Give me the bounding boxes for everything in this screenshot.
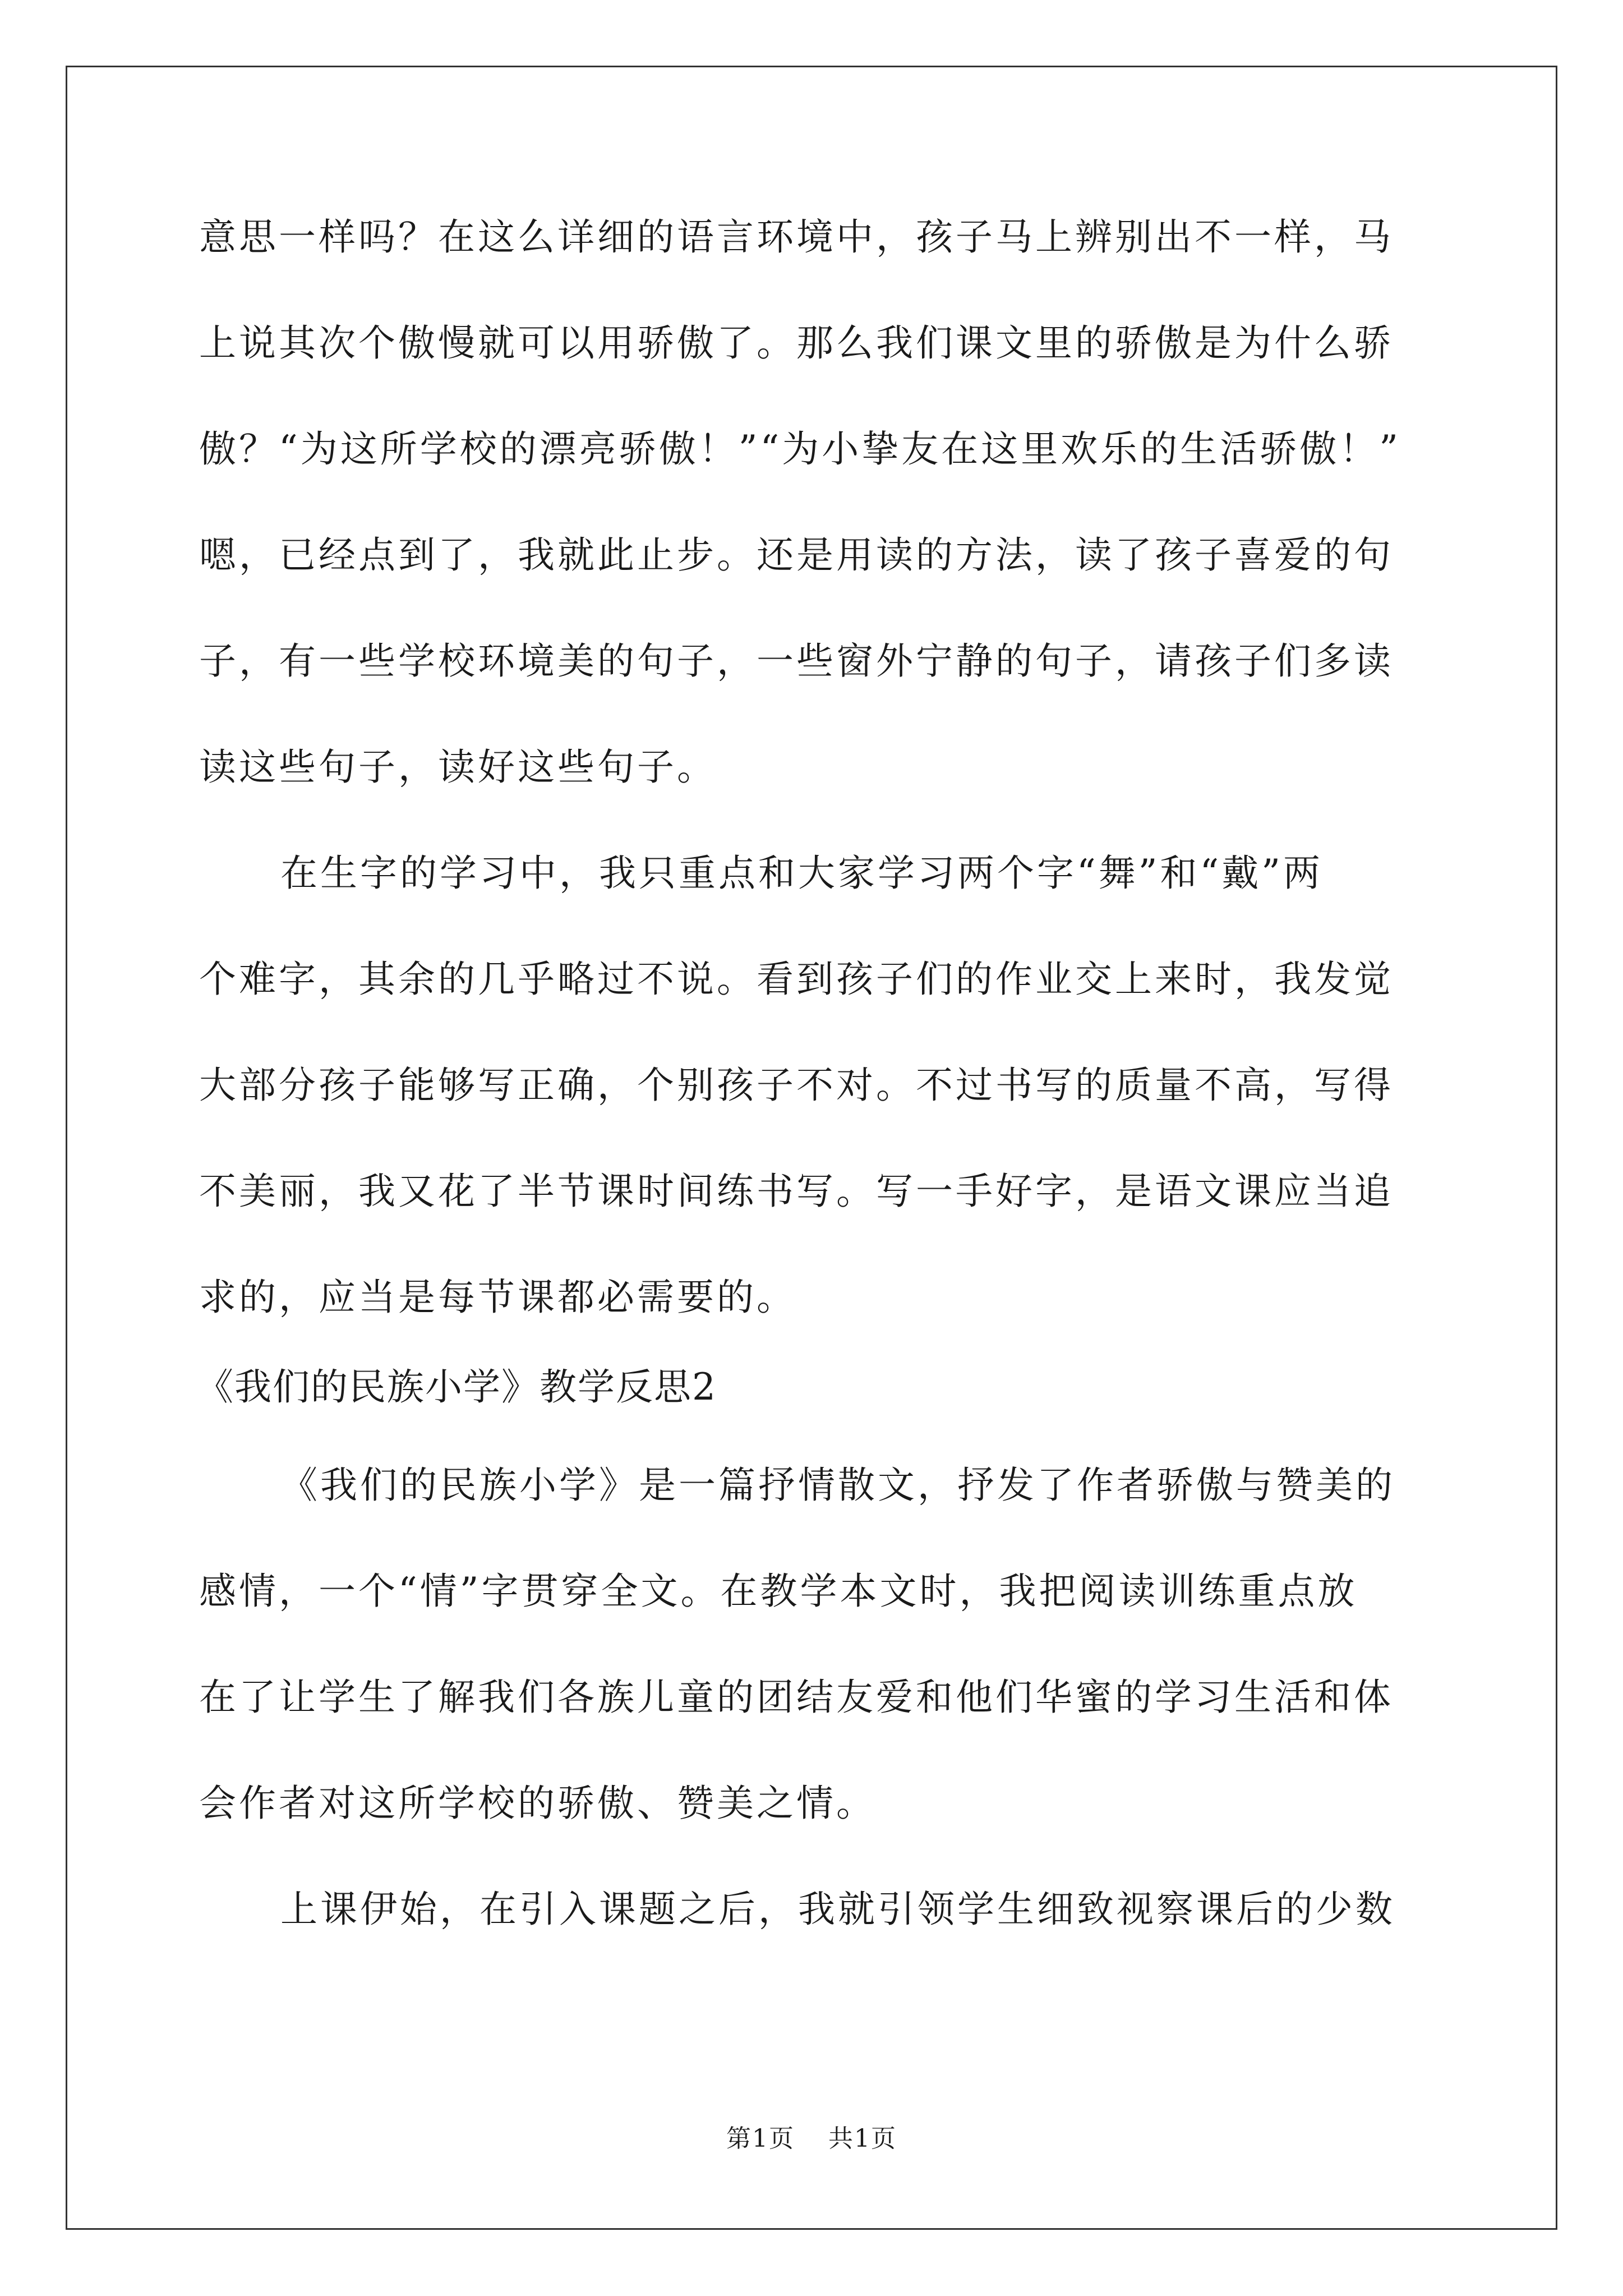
text-line: 会作者对这所学校的骄傲、赞美之情。 — [199, 1782, 876, 1825]
paragraph-start-line: 上课伊始，在引入课题之后，我就引领学生细致视察课后的少数 — [280, 1888, 1395, 1931]
text-line: 意思一样吗？在这么详细的语言环境中，孩子马上辨别出不一样，马 — [199, 215, 1394, 259]
section-heading: 《我们的民族小学》教学反思2 — [196, 1365, 717, 1409]
paragraph-start-line: 《我们的民族小学》是一篇抒情散文，抒发了作者骄傲与赞美的 — [280, 1464, 1395, 1507]
text-line: 不美丽，我又花了半节课时间练书写。写一手好字，是语文课应当追 — [199, 1170, 1394, 1213]
text-line: 大部分孩子能够写正确，个别孩子不对。不过书写的质量不高，写得 — [199, 1064, 1394, 1107]
page-footer — [0, 2118, 1623, 2154]
text-line: 求的，应当是每节课都必需要的。 — [199, 1276, 796, 1319]
text-line: 个难字，其余的几乎略过不说。看到孩子们的作业交上来时，我发觉 — [199, 958, 1394, 1001]
text-line: 感情，一个“情”字贯穿全文。在教学本文时，我把阅读训练重点放 — [199, 1570, 1358, 1613]
text-line: 读这些句子，读好这些句子。 — [199, 746, 717, 789]
text-line: 在了让学生了解我们各族儿童的团结友爱和他们华蜜的学习生活和体 — [199, 1676, 1394, 1719]
text-line: 嗯，已经点到了，我就此止步。还是用读的方法，读了孩子喜爱的句 — [199, 533, 1394, 577]
paragraph-start-line: 在生字的学习中，我只重点和大家学习两个字“舞”和“戴”两 — [280, 852, 1323, 895]
text-line: 子，有一些学校环境美的句子，一些窗外宁静的句子，请孩子们多读 — [199, 639, 1394, 683]
page-total: 共1页 — [828, 2124, 897, 2153]
page-number: 第1页 — [726, 2124, 795, 2153]
text-line: 上说其次个傲慢就可以用骄傲了。那么我们课文里的骄傲是为什么骄 — [199, 321, 1394, 365]
text-line: 傲？“为这所学校的漂亮骄傲！”“为小挚友在这里欢乐的生活骄傲！” — [199, 427, 1401, 471]
